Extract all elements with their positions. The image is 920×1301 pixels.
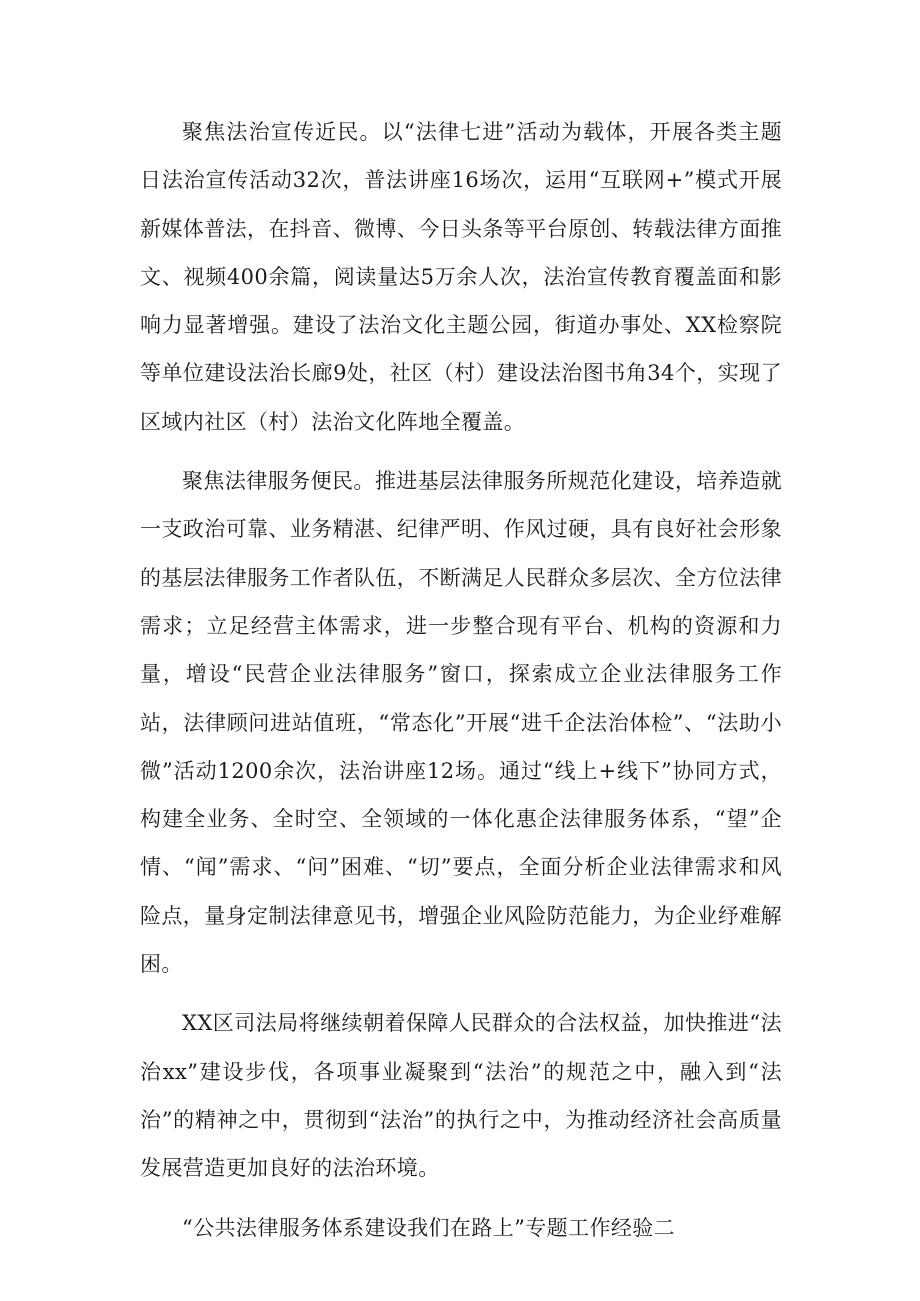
paragraph-legal-publicity: 聚焦法治宣传近民。以“法律七进”活动为载体，开展各类主题日法治宣传活动32次，普法讲座16场次，运用“互联网+”模式开展新媒体普法，在抖音、微博、今日头条等平台原创、转载法律方面推文、视频400余篇，阅读量达5万余人次，法治宣传教育覆盖面和影响力显著增强。建设了法治文化主题公园，街道办事处、XX检察院等单位建设法治长廊9处，社区（村）建设法治图书角34个，实现了区域内社区（村）法治文化阵地全覆盖。 bbox=[140, 120, 782, 434]
document-body bbox=[140, 108, 782, 1252]
paragraph-conclusion: XX区司法局将继续朝着保障人民群众的合法权益，加快推进“法治xx”建设步伐，各项事业凝聚到“法治”的规范之中，融入到“法治”的精神之中，贯彻到“法治”的执行之中，为推动经济社会高质量发展营造更加良好的法治环境。 bbox=[140, 1011, 782, 1181]
paragraph-legal-services: 聚焦法律服务便民。推进基层法律服务所规范化建设，培养造就一支政治可靠、业务精湛、纪律严明、作风过硬，具有良好社会形象的基层法律服务工作者队伍，不断满足人民群众多层次、全方位法律需求；立足经营主体需求，进一步整合现有平台、机构的资源和力量，增设“民营企业法律服务”窗口，探索成立企业法律服务工作站，法律顾问进站值班，“常态化”开展“进千企法治体检”、“法助小微”活动1200余次，法治讲座12场。通过“线上+线下”协同方式，构建全业务、全时空、全领域的一体化惠企法律服务体系，“望”企情、“闻”需求、“问”困难、“切”要点，全面分析企业法律需求和风险点，量身定制法律意见书，增强企业风险防范能力，为企业纾难解困。 bbox=[140, 469, 782, 977]
section-heading: “公共法律服务体系建设我们在路上”专题工作经验二 bbox=[182, 1215, 676, 1240]
